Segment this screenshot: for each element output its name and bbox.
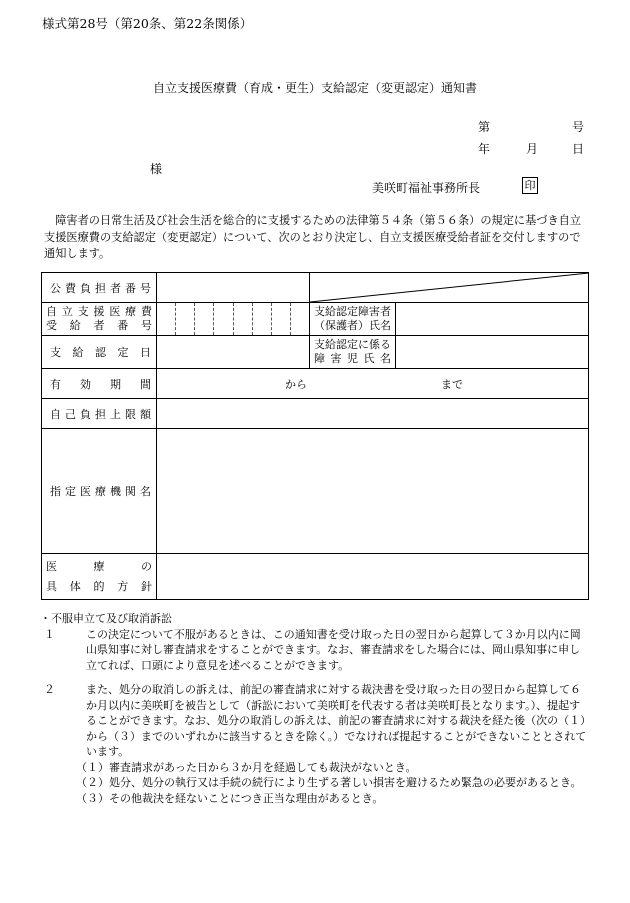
- issuer-name: 美咲町福祉事務所長: [372, 181, 481, 195]
- label-char: 費: [65, 281, 76, 295]
- label-char: 具: [46, 579, 57, 593]
- copay-limit-cell: [157, 399, 589, 429]
- label-char: 自: [46, 305, 57, 318]
- number-suffix: 号: [572, 120, 585, 134]
- label-char: 支: [50, 346, 61, 359]
- patient-name-label: 支給認定障害者 （保護者）氏名: [310, 303, 396, 336]
- label-char: 負: [80, 407, 91, 421]
- note-number: １: [44, 627, 55, 641]
- note-item-2: [44, 682, 589, 760]
- child-name-cell: [396, 336, 589, 369]
- label-char: 医: [46, 559, 57, 573]
- label-char: 的: [93, 579, 105, 593]
- table-row: [42, 273, 589, 303]
- label-char: 担: [95, 281, 106, 295]
- seal-box: 印: [522, 177, 538, 194]
- label-char: 者: [110, 281, 121, 295]
- intro-paragraph: 障害者の日常生活及び社会生活を総合的に支援するための法律第５４条（第５６条）の規定に基づき自立支援医療費の支給認定（変更認定）について、次のとおり決定し、自立支援医療受給者証を交付しますので通知します。: [44, 214, 582, 260]
- label-char: 公: [50, 281, 61, 295]
- note-sub-3: （３）その他裁決を経ないことにつき正当な理由があるとき。: [76, 791, 384, 805]
- note-number: ２: [44, 683, 55, 696]
- treatment-policy-label: [42, 554, 157, 600]
- label-char: 日: [140, 346, 151, 359]
- table-row: [42, 399, 589, 429]
- note-text: また、処分の取消しの訴えは、前記の審査請求に対する裁決書を受け取った日の翌日から起算して６か月以内に美咲町を被告として（訴訟において美咲町を代表する者は美咲町長となります。）、提起することができます。なお、処分の取消しの訴えは、前記の審査請求に対する裁決を経た後（次の（１）から（３）までのいずれかに該当するときを除く。）でなければ提起することができないこととされています。: [86, 683, 587, 758]
- label-char: 氏: [363, 352, 375, 365]
- label-char: 関: [125, 485, 136, 498]
- label-char: 療: [93, 559, 105, 573]
- treatment-policy-cell: [157, 554, 589, 600]
- label-char: 指: [50, 485, 61, 498]
- notes-heading: ・不服申立て及び取消訴訟: [40, 612, 172, 625]
- label-char: 給: [72, 346, 84, 359]
- certification-table: [41, 272, 589, 600]
- label-char: 医: [80, 485, 91, 498]
- label-char: 上: [110, 407, 121, 421]
- label-char: 立: [61, 305, 73, 318]
- label-char: 障: [314, 352, 325, 365]
- date-day: 日: [572, 142, 585, 156]
- label-char: 名: [380, 352, 391, 365]
- public-payer-number-cell: [157, 273, 310, 303]
- certification-date-cell: [157, 336, 310, 369]
- label-char: 療: [125, 305, 137, 318]
- period-from: から: [285, 377, 307, 391]
- form-number: 様式第28号（第20条、第22条関係）: [42, 16, 253, 31]
- label-char: 機: [110, 485, 121, 498]
- label-char: 害: [330, 352, 342, 365]
- label-char: 定: [117, 346, 129, 359]
- label-char: 額: [140, 407, 151, 421]
- label-char: 自: [50, 407, 61, 421]
- recipient-number-label: [42, 303, 157, 336]
- table-row: [42, 369, 589, 399]
- label-char: 担: [95, 407, 106, 421]
- number-prefix: 第: [478, 120, 491, 134]
- label-char: 番: [125, 281, 136, 295]
- label-char: 認: [95, 346, 106, 359]
- label-char: 有: [50, 377, 61, 391]
- label-char: 児: [347, 352, 358, 365]
- label-char: 期: [110, 377, 121, 391]
- recipient-suffix: 様: [150, 162, 163, 176]
- diagonal-cell: [310, 273, 589, 303]
- label-char: 費: [140, 305, 152, 318]
- table-row: [42, 303, 589, 336]
- label-char: 間: [140, 377, 151, 391]
- label-char: 号: [141, 319, 152, 332]
- label-char: 者: [93, 319, 105, 332]
- label-char: 針: [141, 579, 152, 593]
- note-item-1: [44, 627, 589, 674]
- label-char: 効: [80, 377, 91, 391]
- label-char: 給: [69, 319, 81, 332]
- note-sub-2: （２）処分、処分の執行又は手続の続行により生ずる著しい損害を避けるため緊急の必要があるとき。: [76, 776, 582, 789]
- label-char: 番: [117, 319, 129, 332]
- label-char: 負: [80, 281, 91, 295]
- label-char: 号: [140, 281, 151, 295]
- copay-limit-label: [42, 399, 157, 429]
- designated-institution-cell: [157, 429, 589, 554]
- certification-date-label: [42, 336, 157, 369]
- public-payer-number-label: [42, 273, 157, 303]
- label-char: 名: [140, 485, 151, 498]
- designated-institution-label: [42, 429, 157, 554]
- label-char: 支: [77, 305, 89, 318]
- label-char: 方: [117, 579, 129, 593]
- document-title: 自立支援医療費（育成・更生）支給認定（変更認定）通知書: [152, 81, 477, 95]
- child-name-label: 支給認定に係る 障 害 児 氏 名: [310, 336, 396, 369]
- recipient-number-cell: [157, 303, 310, 336]
- valid-period-label: [42, 369, 157, 399]
- note-text: この決定について不服があるときは、この通知書を受け取った日の翌日から起算して３か月以内に岡山県知事に対し審査請求をすることができます。なお、審査請求をした場合には、岡山県知事に申し立てれば、口頭により意見を述べることができます。: [86, 627, 581, 672]
- diagonal-line: [310, 273, 589, 303]
- label-char: の: [141, 559, 152, 573]
- patient-name-cell: [396, 303, 589, 336]
- notes-section: [40, 611, 589, 806]
- period-to: まで: [441, 377, 463, 391]
- label-char: 己: [65, 407, 76, 421]
- table-row: [42, 429, 589, 554]
- label-char: 限: [125, 407, 136, 421]
- label-char: 援: [93, 305, 105, 318]
- date-month: 月: [526, 142, 539, 156]
- note-sub-1: （１）審査請求があった日から３か月を経過しても裁決がないとき。: [76, 760, 417, 774]
- date-year: 年: [478, 142, 491, 156]
- label-char: 体: [69, 579, 81, 593]
- label-char: 定: [65, 485, 76, 498]
- table-row: [42, 336, 589, 369]
- valid-period-cell: [157, 369, 589, 399]
- label-char: 受: [46, 319, 57, 332]
- table-row: [42, 554, 589, 600]
- label-char: 医: [109, 305, 121, 318]
- label-char: 療: [95, 485, 106, 498]
